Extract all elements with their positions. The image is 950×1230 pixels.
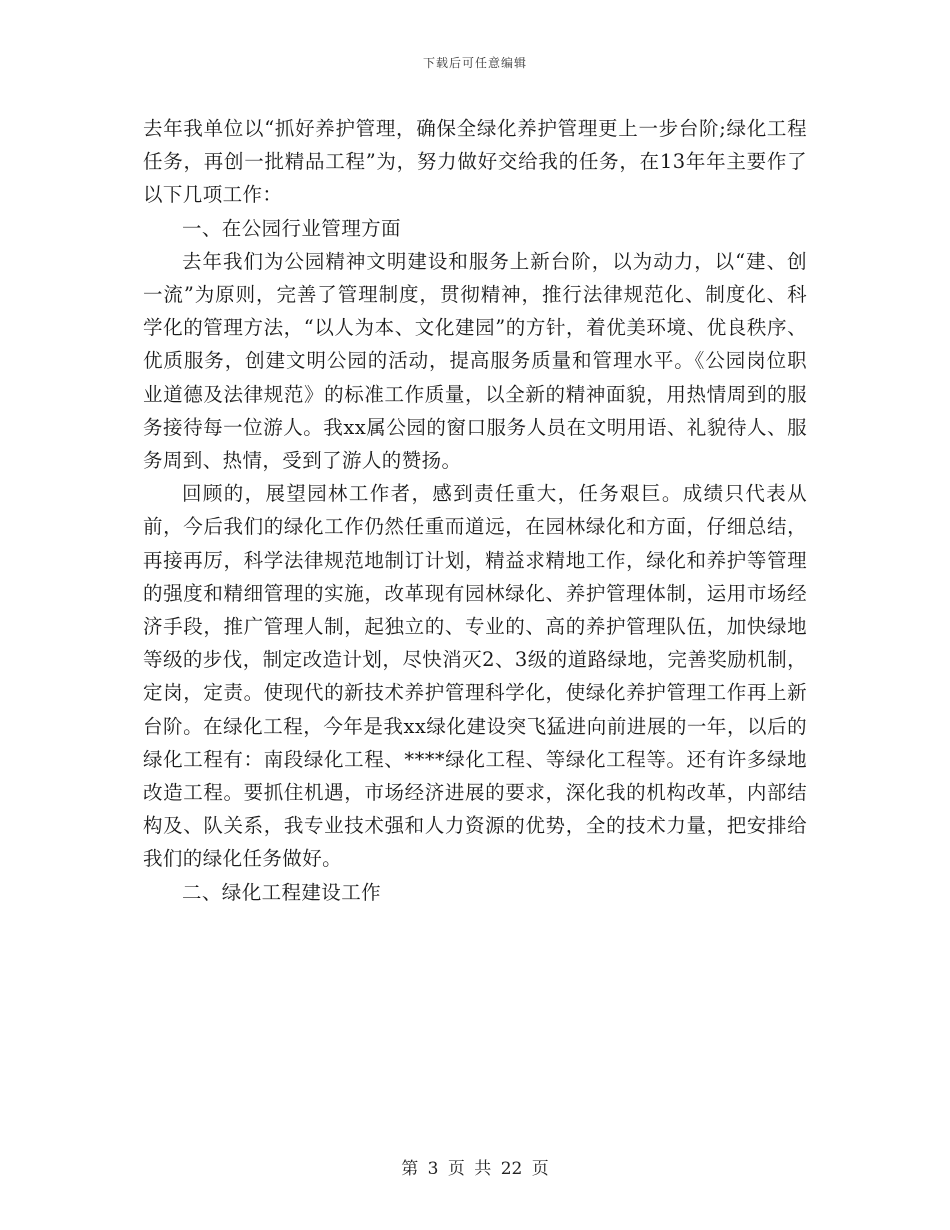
body-paragraph-1: 去年我们为公园精神文明建设和服务上新台阶，以为动力，以“建、创一流”为原则，完善了管理制度，贯彻精神，推行法律规范化、制度化、科学化的管理方法，“以人为本、文化建园”的方针，着优美环境、优良秩序、优质服务，创建文明公园的活动，提高服务质量和管理水平。《公园岗位职业道德及法律规范》的标准工作质量，以全新的精神面貌，用热情周到的服务接待每一位游人。我xx属公园的窗口服务人员在文明用语、礼貌待人、服务周到、热情，受到了游人的赞扬。 (143, 249, 807, 473)
section-heading-2: 二、绿化工程建设工作 (182, 880, 382, 904)
body-paragraph-2: 回顾的，展望园林工作者，感到责任重大，任务艰巨。成绩只代表从前，今后我们的绿化工作仍然任重而道远，在园林绿化和方面，仔细总结，再接再厉，科学法律规范地制订计划，精益求精地工作，绿化和养护等管理的强度和精细管理的实施，改革现有园林绿化、养护管理体制，运用市场经济手段，推广管理人制，起独立的、专业的、高的养护管理队伍，加快绿地等级的步伐，制定改造计划，尽快消灭2、3级的道路绿地，完善奖励机制，定岗，定责。使现代的新技术养护管理科学化，使绿化养护管理工作再上新台阶。在绿化工程，今年是我xx绿化建设突飞猛进向前进展的一年，以后的绿化工程有：南段绿化工程、****绿化工程、等绿化工程等。还有许多绿地改造工程。要抓住机遇，市场经济进展的要求，深化我的机构改革，内部结构及、队关系，我专业技术强和人力资源的优势，全的技术力量，把安排给我们的绿化任务做好。 (143, 482, 807, 871)
page-number-footer: 第 3 页 共 22 页 (401, 1159, 549, 1179)
section-heading-1: 一、在公园行业管理方面 (182, 216, 401, 240)
intro-paragraph: 去年我单位以“抓好养护管理，确保全绿化养护管理更上一步台阶;绿化工程任务，再创一批精品工程”为，努力做好交给我的任务，在13年年主要作了以下几项工作： (143, 117, 807, 207)
page-header-note: 下载后可任意编辑 (422, 56, 527, 70)
document-body (143, 112, 807, 909)
